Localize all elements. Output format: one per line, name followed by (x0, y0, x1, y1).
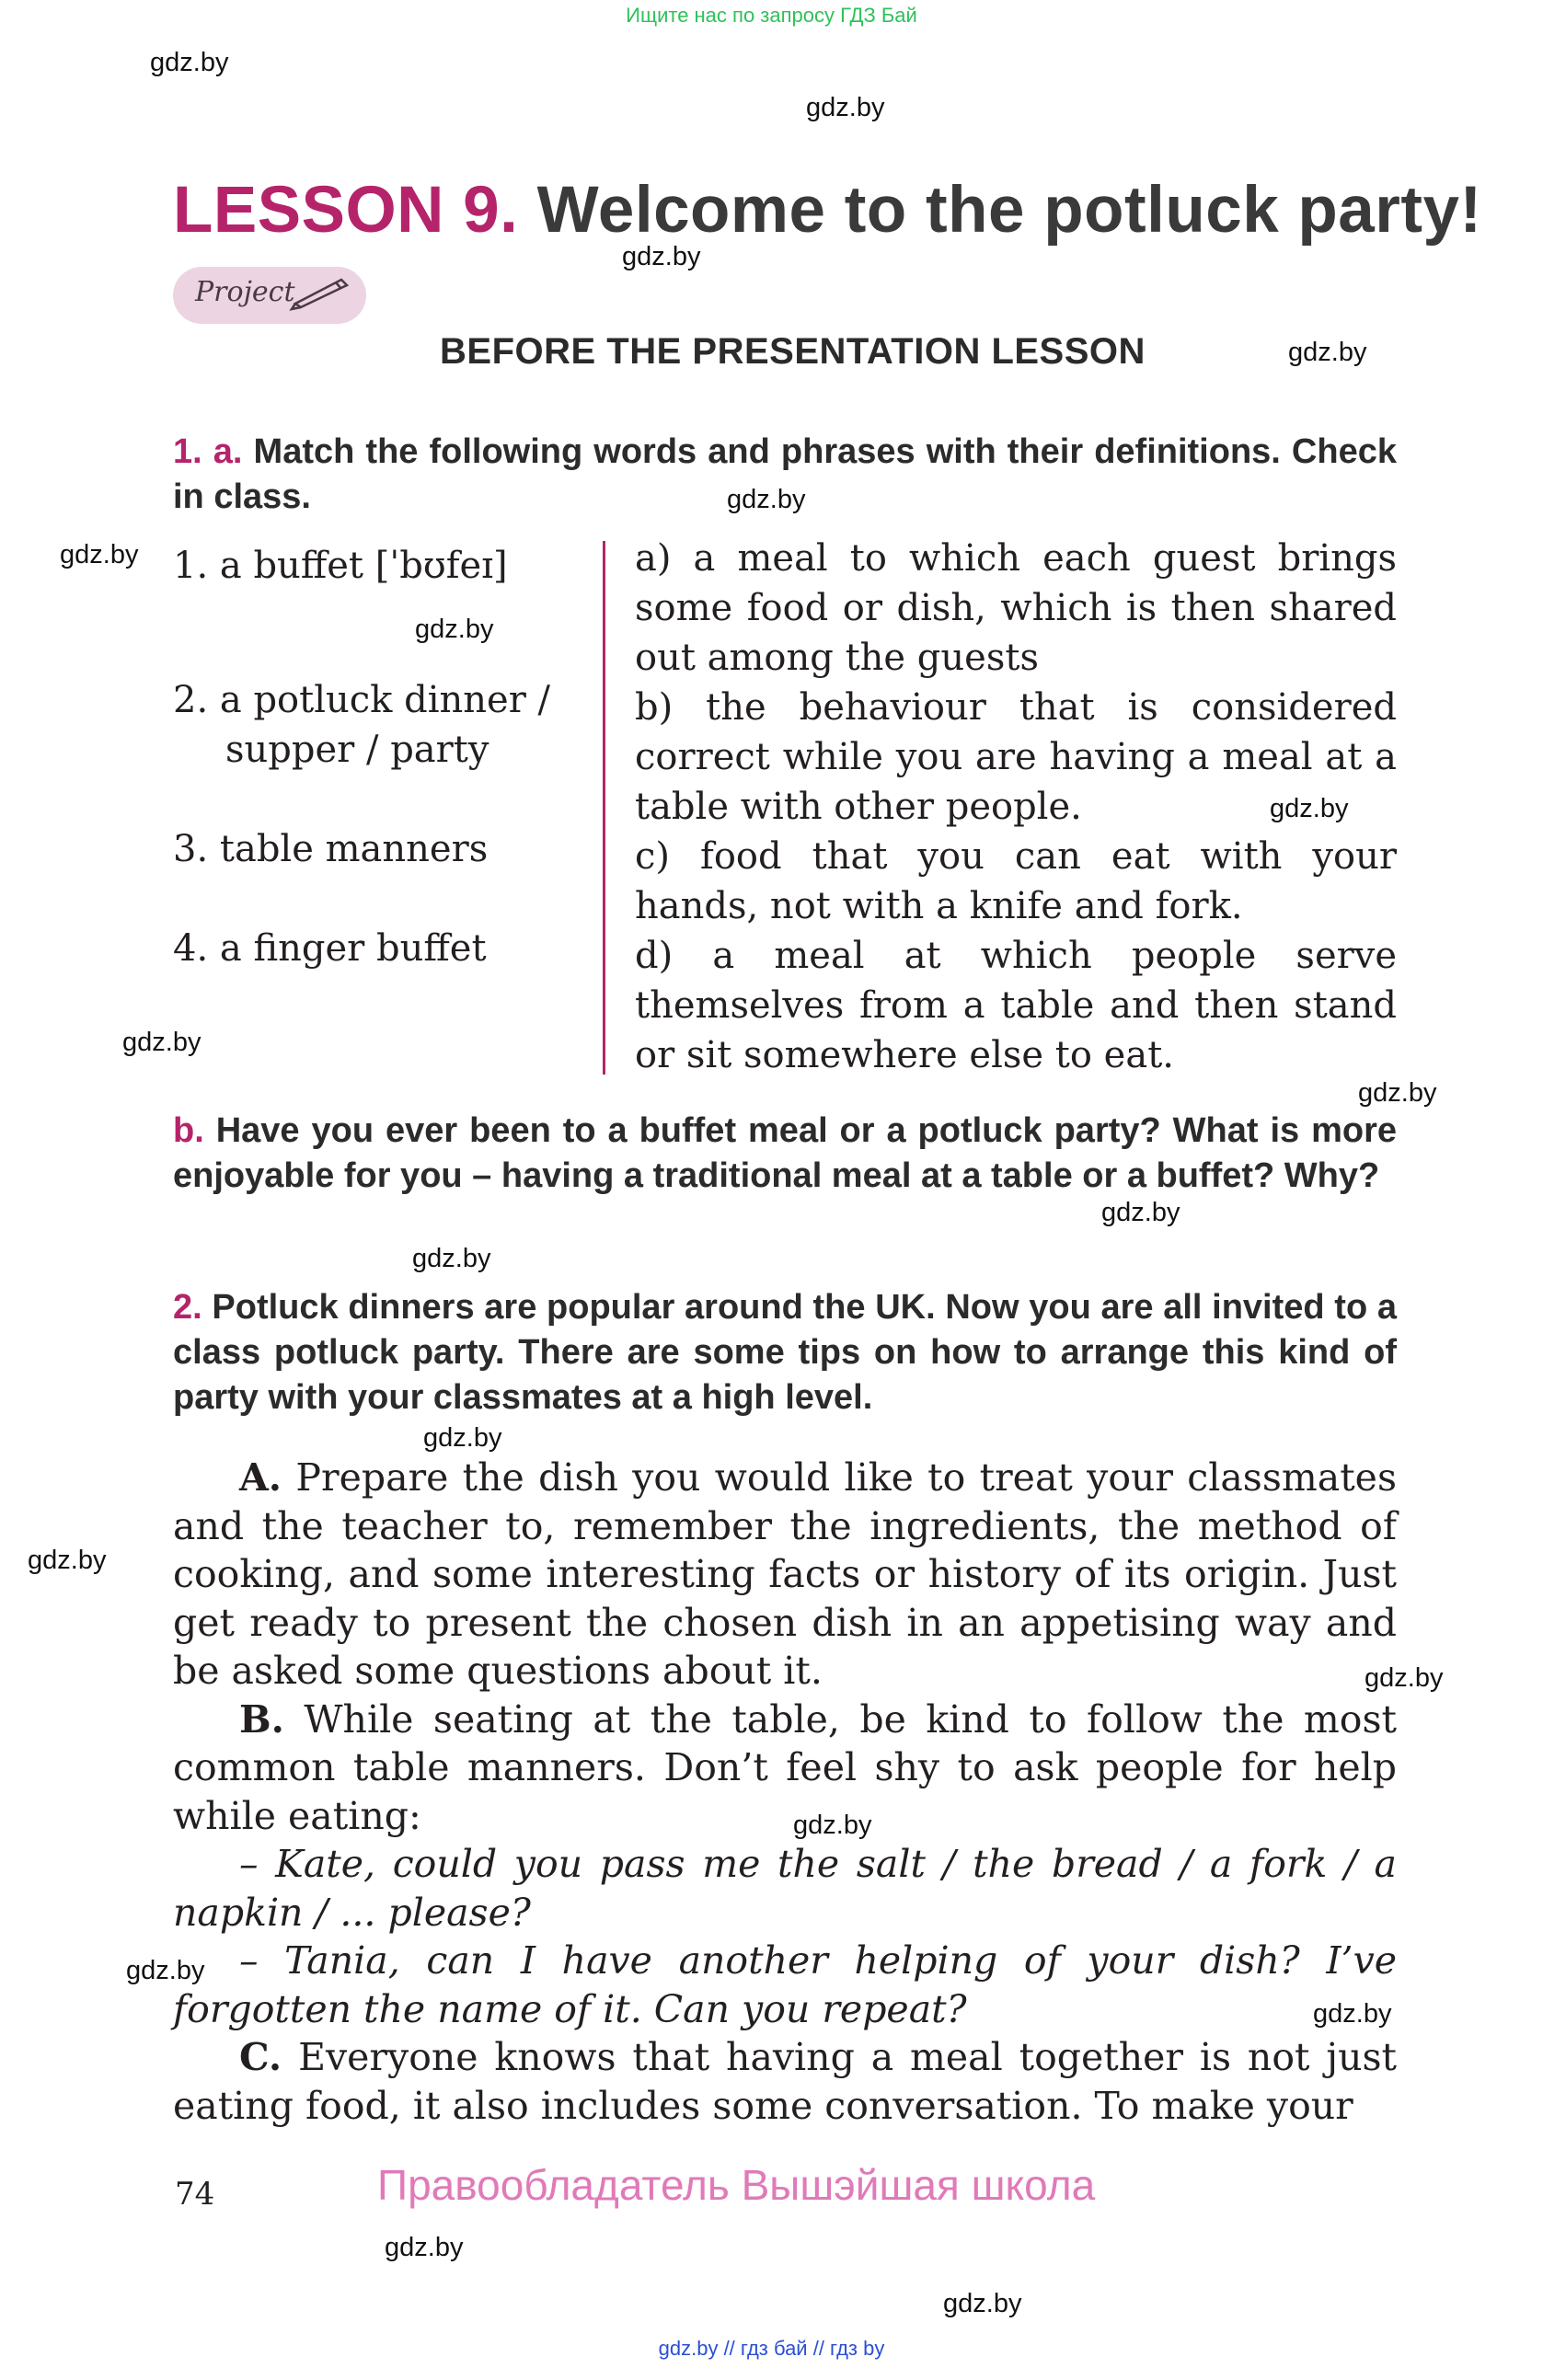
task-text: Have you ever been to a buffet meal or a potluck party? What is more enjoyable for you – having a traditional meal at a table or a buffet? Why? (173, 1111, 1397, 1195)
term-item-continued (225, 725, 489, 775)
watermark: gdz.by (1358, 1078, 1437, 1108)
definition-letter: a) (635, 537, 672, 580)
task-marker: 2. (173, 1288, 202, 1327)
term-number: 4. (173, 927, 209, 970)
watermark: gdz.by (28, 1546, 107, 1575)
task-text: Potluck dinners are popular around the UK. Now you are all invited to a class potluck party. There are some tips on how to arrange this kind of party with your classmates at a high level. (173, 1288, 1397, 1417)
task-1b (173, 1109, 1397, 1199)
project-badge (173, 267, 366, 324)
lesson-number: LESSON 9. (173, 174, 519, 247)
definitions-list (635, 534, 1397, 1080)
tip-text: Everyone knows that having a meal together is not just eating food, it also includes some conversation. To make your (173, 2035, 1397, 2128)
lesson-name: Welcome to the potluck party! (536, 174, 1482, 247)
tip-letter: A. (239, 1455, 282, 1500)
definition-letter: d) (635, 935, 674, 977)
task-2 (173, 1285, 1397, 1420)
watermark: gdz.by (126, 1956, 205, 1985)
watermark: gdz.by (1365, 1663, 1444, 1693)
definition-item (635, 832, 1397, 931)
task-marker: 1. a. (173, 432, 243, 471)
bottom-links[interactable]: gdz.by // гдз бай // гдз by (658, 2337, 885, 2360)
tip-a (173, 1454, 1397, 1696)
definition-item (635, 683, 1397, 832)
definition-text: a meal to which each guest brings some food or dish, which is then shared out among the guests (635, 537, 1398, 679)
definition-text: a meal at which people serve themselves from a table and then stand or sit somewhere else to eat. (635, 935, 1398, 1076)
watermark: gdz.by (385, 2233, 464, 2262)
watermark: gdz.by (806, 93, 885, 122)
copyright-owner: Правообладатель Вышэйшая школа (377, 2161, 1096, 2209)
term-item (173, 924, 487, 973)
definition-text: food that you can eat with your hands, not with a knife and fork. (635, 835, 1397, 927)
term-text: a potluck dinner / (219, 679, 551, 721)
watermark: gdz.by (622, 242, 701, 271)
task-1a (173, 430, 1397, 520)
watermark: gdz.by (1288, 338, 1367, 367)
lesson-title (173, 173, 1482, 247)
watermark: gdz.by (122, 1028, 202, 1057)
tip-c (173, 2033, 1397, 2130)
tip-letter: B. (239, 1696, 284, 1742)
task-text: Match the following words and phrases with their definitions. Check in class. (173, 432, 1397, 516)
watermark: gdz.by (60, 540, 139, 569)
watermark: gdz.by (412, 1244, 491, 1273)
project-label: Project (195, 276, 295, 308)
tips-body (173, 1454, 1397, 2130)
column-divider (603, 541, 605, 1075)
term-text: table manners (219, 828, 489, 870)
term-number: 1. (173, 545, 209, 587)
example-2: – Tania, can I have another helping of your dish? I’ve forgotten the name of it. Can you repeat? (173, 1938, 1397, 2031)
tip-text: Prepare the dish you would like to treat your classmates and the teacher to, remember the ingredients, the method of cooking, and some interesting facts or history of its origin. Just get ready to present the chosen dish in an appetising way and be asked some questions about it. (173, 1455, 1397, 1693)
term-number: 2. (173, 679, 209, 721)
term-number: 3. (173, 828, 209, 870)
definition-item (635, 931, 1397, 1080)
watermark: gdz.by (1270, 794, 1349, 823)
watermark: gdz.by (793, 1811, 872, 1840)
tip-letter: C. (239, 2035, 282, 2079)
watermark: gdz.by (1101, 1198, 1180, 1227)
search-hint[interactable]: Ищите нас по запросу ГДЗ Бай (626, 4, 917, 27)
watermark: gdz.by (150, 48, 229, 77)
watermark: gdz.by (727, 485, 806, 514)
section-heading: BEFORE THE PRESENTATION LESSON (440, 331, 1146, 372)
watermark: gdz.by (943, 2289, 1022, 2318)
task-marker: b. (173, 1111, 204, 1150)
term-item (173, 675, 550, 725)
term-item (173, 824, 488, 874)
pen-icon (288, 274, 352, 311)
watermark: gdz.by (415, 615, 494, 644)
tip-b (173, 1696, 1397, 1841)
tip-text: While seating at the table, be kind to follow the most common table manners. Don’t feel shy to ask people for help while eating: (173, 1696, 1397, 1838)
term-text: a finger buffet (219, 927, 487, 970)
definition-item (635, 534, 1397, 683)
definition-text: the behaviour that is considered correct while you are having a meal at a table with other people. (635, 686, 1398, 828)
term-item (173, 541, 508, 591)
watermark: gdz.by (423, 1423, 502, 1453)
example-1: – Kate, could you pass me the salt / the bread / a fork / a napkin / ... please? (173, 1842, 1397, 1935)
definition-letter: b) (635, 686, 674, 729)
term-text: supper / party (225, 729, 489, 771)
page-number: 74 (175, 2176, 215, 2213)
term-text: a buffet [ˈbʊfeɪ] (219, 545, 508, 587)
watermark: gdz.by (1313, 1999, 1392, 2029)
definition-letter: c) (635, 835, 671, 878)
